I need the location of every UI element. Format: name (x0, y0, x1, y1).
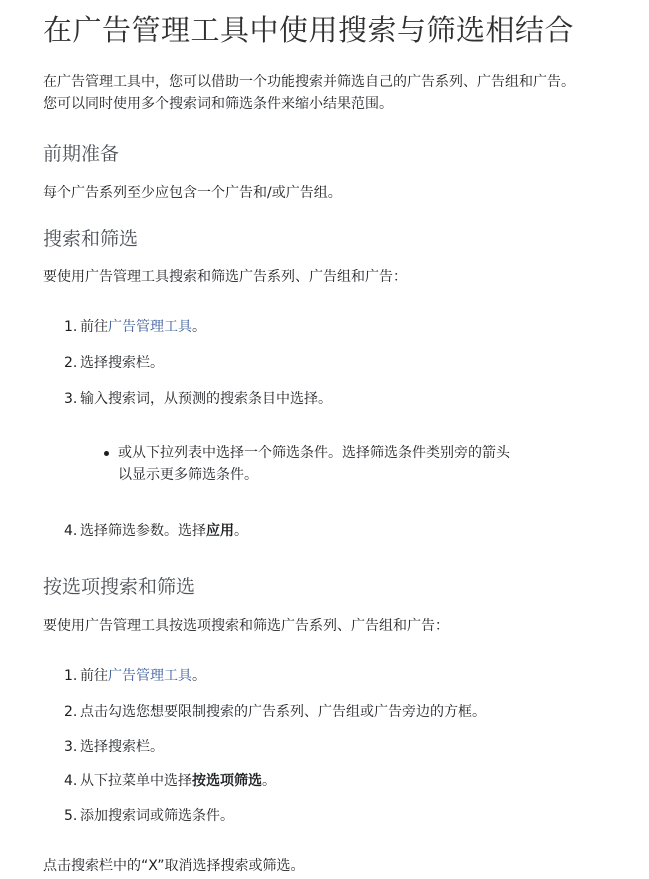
list-item-number: 3. (64, 739, 78, 755)
bullet-line-2: 以显示更多筛选条件。 (118, 467, 258, 483)
page-title: 在广告管理工具中使用搜索与筛选相结合 (43, 13, 575, 47)
list-item-text: 选择搜索栏。 (80, 739, 164, 755)
intro-paragraph (43, 71, 647, 115)
list-item (64, 702, 486, 722)
list-item-text: 。 (262, 773, 276, 789)
ads-manager-link[interactable]: 广告管理工具 (108, 319, 192, 335)
bullet-line-1: 或从下拉列表中选择一个筛选条件。选择筛选条件类别旁的箭头 (118, 445, 510, 461)
bullet-text (118, 442, 578, 486)
option-search-intro: 要使用广告管理工具按选项搜索和筛选广告系列、广告组和广告： (43, 618, 449, 634)
list-item-number: 2. (64, 355, 78, 371)
list-item-number: 5. (64, 808, 78, 824)
section-heading-search-filter: 搜索和筛选 (43, 228, 139, 250)
list-item-number: 2. (64, 704, 78, 720)
list-item-text: 选择筛选参数。选择 (80, 523, 206, 539)
intro-line-2: 您可以同时使用多个搜索词和筛选条件来缩小结果范围。 (43, 96, 393, 112)
prereq-text: 每个广告系列至少应包含一个广告和/或广告组。 (43, 185, 342, 201)
list-item (64, 521, 248, 541)
list-item-text: 。 (234, 523, 248, 539)
list-item-text: 。 (192, 319, 206, 335)
list-item (64, 806, 234, 826)
list-item (64, 771, 276, 791)
list-item-number: 1. (64, 319, 78, 335)
list-item-text: 从下拉菜单中选择 (80, 773, 192, 789)
list-item-text: 选择搜索栏。 (80, 355, 164, 371)
intro-line-1: 在广告管理工具中，您可以借助一个功能搜索并筛选自己的广告系列、广告组和广告。 (43, 74, 575, 90)
list-item (64, 389, 332, 409)
list-item (64, 737, 164, 757)
search-filter-intro: 要使用广告管理工具搜索和筛选广告系列、广告组和广告： (43, 269, 407, 285)
list-item-text: 添加搜索词或筛选条件。 (80, 808, 234, 824)
list-item-number: 4. (64, 523, 78, 539)
section-heading-option-search: 按选项搜索和筛选 (43, 576, 196, 598)
bullet-dot (104, 451, 109, 456)
list-item-number: 1. (64, 668, 78, 684)
list-item-text: 点击勾选您想要限制搜索的广告系列、广告组或广告旁边的方框。 (80, 704, 486, 720)
list-item-number: 3. (64, 391, 78, 407)
footer-note: 点击搜索栏中的“X”取消选择搜索或筛选。 (43, 858, 305, 874)
filter-by-option-label: 按选项筛选 (192, 773, 262, 789)
list-item-number: 4. (64, 773, 78, 789)
list-item-text: 输入搜索词，从预测的搜索条目中选择。 (80, 391, 332, 407)
list-item (64, 666, 206, 686)
apply-label: 应用 (206, 523, 234, 539)
section-heading-prereq: 前期准备 (43, 143, 120, 165)
list-item-text: 。 (192, 668, 206, 684)
list-item-text: 前往 (80, 319, 108, 335)
list-item (64, 317, 206, 337)
list-item-text: 前往 (80, 668, 108, 684)
ads-manager-link[interactable]: 广告管理工具 (108, 668, 192, 684)
list-item (64, 353, 164, 373)
